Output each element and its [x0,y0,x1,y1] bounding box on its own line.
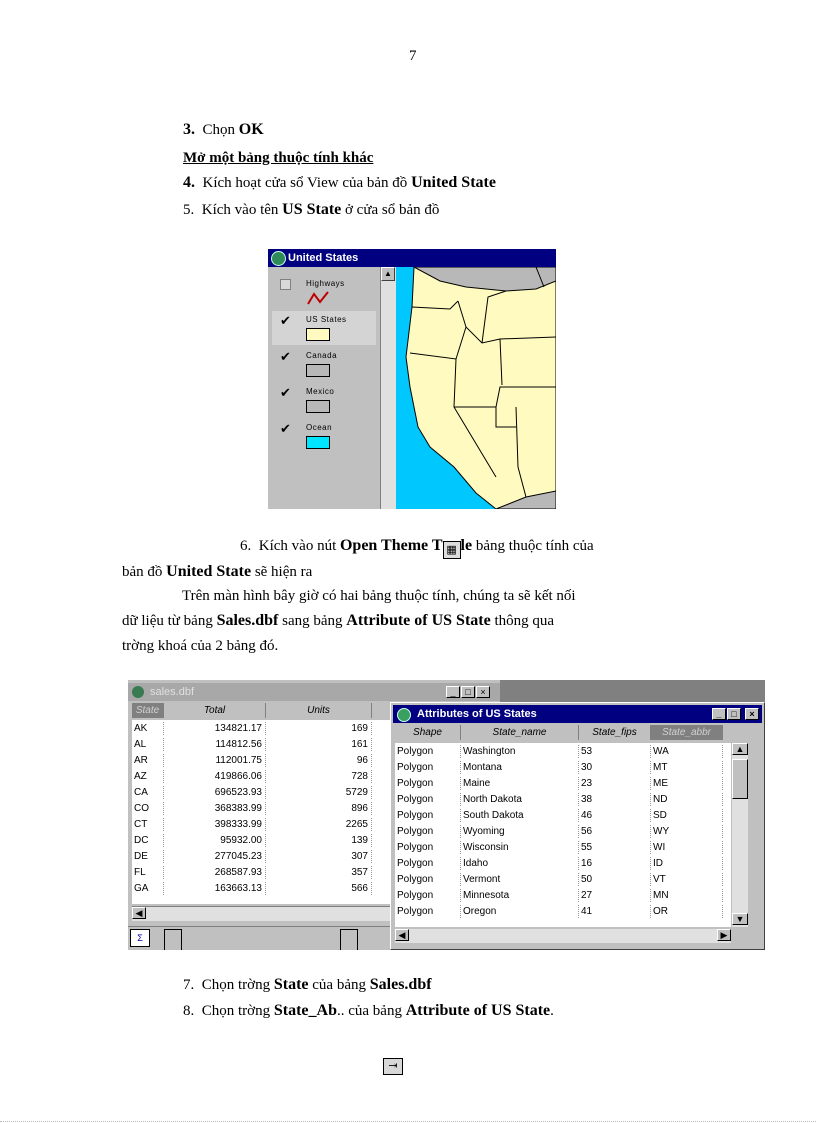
section-heading: Mở một bảng thuộc tính khác [183,150,374,166]
scroll-right-arrow-icon[interactable]: ▶ [717,929,731,941]
table-cell[interactable]: OR [651,905,723,918]
table-cell[interactable]: WY [651,825,723,838]
table-cell[interactable]: Minnesota [461,889,579,902]
step-3: 3. Chọn OK [183,121,264,138]
checkmark-icon[interactable]: ✔ [280,313,292,328]
theme-highways[interactable]: Highways [272,275,376,309]
table-cell[interactable]: Polygon [395,793,461,806]
table-cell[interactable]: Polygon [395,825,461,838]
table-cell[interactable]: Maine [461,777,579,790]
table-cell[interactable]: South Dakota [461,809,579,822]
minimize-button[interactable]: _ [446,686,460,698]
table-cell[interactable]: WI [651,841,723,854]
column-header-units[interactable]: Units [266,703,372,718]
table-cell[interactable]: ND [651,793,723,806]
table-cell[interactable]: 419866.06 [164,770,266,783]
table-cell[interactable]: AL [132,738,164,751]
canada-swatch [306,364,330,377]
table-cell[interactable]: DC [132,834,164,847]
checkmark-icon[interactable]: ✔ [280,421,292,436]
us-states-map [396,267,556,509]
checkbox-empty[interactable] [280,279,291,290]
table-cell[interactable]: Polygon [395,905,461,918]
table-cell[interactable]: 357 [266,866,372,879]
table-cell[interactable]: 139 [266,834,372,847]
theme-us-states[interactable]: ✔ US States [272,311,376,345]
step-7: 7. Chọn trờng State của bảng Sales.dbf [183,976,432,993]
table-cell[interactable]: 53 [579,745,651,758]
view-window-title: United States [288,252,359,264]
table-cell[interactable]: 728 [266,770,372,783]
table-cell[interactable]: 41 [579,905,651,918]
maximize-button[interactable]: □ [727,708,741,720]
scroll-down-arrow-icon[interactable]: ▼ [732,913,748,925]
table-cell[interactable]: GA [132,882,164,895]
table-cell[interactable]: 134821.17 [164,722,266,735]
column-header-total[interactable]: Total [164,703,266,718]
attributes-table-title: Attributes of US States [417,708,537,720]
sales-table-titlebar [128,683,500,701]
step-6: 6. Kích vào nút Open Theme T ▦ le bảng thuộc tính của [240,537,594,559]
table-cell[interactable]: 56 [579,825,651,838]
table-cell[interactable]: Vermont [461,873,579,886]
close-button[interactable]: × [476,686,490,698]
table-cell[interactable]: 38 [579,793,651,806]
column-header-state[interactable]: State [132,703,164,718]
table-cell[interactable]: 398333.99 [164,818,266,831]
scroll-left-arrow-icon[interactable]: ◀ [395,929,409,941]
table-cell[interactable]: 16 [579,857,651,870]
table-cell[interactable]: AR [132,754,164,767]
table-cell[interactable]: Polygon [395,841,461,854]
attributes-vertical-scrollbar[interactable] [732,743,748,927]
column-header-shape[interactable]: Shape [395,725,461,740]
table-cell[interactable]: 50 [579,873,651,886]
table-cell[interactable]: MN [651,889,723,902]
table-cell[interactable]: CA [132,786,164,799]
table-cell[interactable]: Washington [461,745,579,758]
step-8: 8. Chọn trờng State_Ab.. của bảng Attribute of US State. [183,1002,554,1019]
table-cell[interactable]: ME [651,777,723,790]
legend-scrollbar[interactable] [380,267,396,509]
scroll-left-arrow-icon[interactable]: ◀ [132,907,146,919]
attributes-horizontal-scrollbar[interactable] [395,929,731,943]
table-cell[interactable]: 46 [579,809,651,822]
close-button[interactable]: × [745,708,759,720]
table-cell[interactable]: CO [132,802,164,815]
table-cell[interactable]: DE [132,850,164,863]
theme-ocean[interactable]: ✔ Ocean [272,419,376,453]
maximize-button[interactable]: □ [461,686,475,698]
join-icon: ⇥ [383,1058,403,1075]
table-cell[interactable]: Wyoming [461,825,579,838]
table-cell[interactable]: 55 [579,841,651,854]
table-cell[interactable]: Wisconsin [461,841,579,854]
table-cell[interactable]: VT [651,873,723,886]
globe-icon [397,708,411,722]
table-cell[interactable]: Polygon [395,889,461,902]
paragraph-2-line-1: Trên màn hình bây giờ có hai bảng thuộc tính, chúng ta sẽ kết nối [182,588,576,604]
step-5: 5. Kích vào tên US State ở cửa sổ bản đồ [183,201,440,218]
table-cell[interactable]: Montana [461,761,579,774]
paragraph-2-line-2: dữ liệu từ bảng Sales.dbf sang bảng Attribute of US State thông qua [122,612,555,629]
tab-divider [340,929,358,950]
table-cell[interactable]: 114812.56 [164,738,266,751]
scroll-thumb[interactable] [732,759,748,799]
table-cell[interactable]: 169 [266,722,372,735]
globe-icon [271,251,286,266]
tab-divider [164,929,182,950]
table-cell[interactable]: 163663.13 [164,882,266,895]
sales-table-title: sales.dbf [150,686,195,698]
table-cell[interactable]: 368383.99 [164,802,266,815]
table-cell[interactable]: Polygon [395,745,461,758]
column-header-state-name[interactable]: State_name [461,725,579,740]
table-cell[interactable]: 277045.23 [164,850,266,863]
ocean-swatch [306,436,330,449]
table-cell[interactable]: MT [651,761,723,774]
attributes-table-grid [395,743,731,927]
view-window-screenshot [268,249,556,509]
table-cell[interactable]: 96 [266,754,372,767]
table-cell[interactable]: Polygon [395,777,461,790]
table-cell[interactable]: 696523.93 [164,786,266,799]
table-cell[interactable]: Polygon [395,761,461,774]
table-cell[interactable]: FL [132,866,164,879]
table-cell[interactable]: Polygon [395,857,461,870]
table-cell[interactable]: WA [651,745,723,758]
scroll-up-arrow-icon[interactable]: ▲ [732,743,748,755]
tables-screenshot [128,680,765,950]
minimize-button[interactable]: _ [712,708,726,720]
checkmark-icon[interactable]: ✔ [280,349,292,364]
table-cell[interactable]: 23 [579,777,651,790]
checkmark-icon[interactable]: ✔ [280,385,292,400]
table-cell[interactable]: 268587.93 [164,866,266,879]
paragraph-1-line-2: bản đồ United State sẽ hiện ra [122,563,313,580]
sales-table-grid [132,720,390,904]
table-cell[interactable]: North Dakota [461,793,579,806]
table-cell[interactable]: AK [132,722,164,735]
theme-canada[interactable]: ✔ Canada [272,347,376,381]
step-4: 4. Kích hoạt cửa sổ View của bản đồ United State [183,174,496,191]
attributes-table-titlebar [393,705,762,723]
view-window-titlebar [268,249,556,267]
column-header-state-fips[interactable]: State_fips [579,725,651,740]
table-cell[interactable]: 112001.75 [164,754,266,767]
theme-mexico[interactable]: ✔ Mexico [272,383,376,417]
paragraph-2-line-3: trờng khoá của 2 bảng đó. [122,638,279,654]
table-cell[interactable]: 566 [266,882,372,895]
table-cell[interactable]: SD [651,809,723,822]
table-cell[interactable]: 5729 [266,786,372,799]
table-cell[interactable]: 161 [266,738,372,751]
table-cell[interactable]: 30 [579,761,651,774]
table-cell[interactable]: Oregon [461,905,579,918]
table-cell[interactable]: Polygon [395,873,461,886]
page-bottom-rule [0,1121,816,1122]
table-cell[interactable]: 27 [579,889,651,902]
table-cell[interactable]: 307 [266,850,372,863]
attributes-table-window [390,702,765,950]
table-cell[interactable]: 95932.00 [164,834,266,847]
table-cell[interactable]: Polygon [395,809,461,822]
table-cell[interactable]: CT [132,818,164,831]
highway-line-icon [306,290,330,306]
column-header-state-abbr[interactable]: State_abbr [651,725,723,740]
sales-horizontal-scrollbar[interactable] [132,906,390,921]
table-cell[interactable]: ID [651,857,723,870]
mexico-swatch [306,400,330,413]
scroll-up-arrow-icon[interactable]: ▲ [381,267,395,281]
us-states-swatch [306,328,330,341]
open-theme-table-icon: ▦ [443,541,461,559]
table-cell[interactable]: AZ [132,770,164,783]
table-cell[interactable]: 896 [266,802,372,815]
page-number: 7 [409,48,417,64]
table-cell[interactable]: Idaho [461,857,579,870]
table-cell[interactable]: 2265 [266,818,372,831]
globe-icon [132,686,144,698]
table-of-contents [268,267,380,509]
sum-icon[interactable]: Σ [130,929,150,947]
